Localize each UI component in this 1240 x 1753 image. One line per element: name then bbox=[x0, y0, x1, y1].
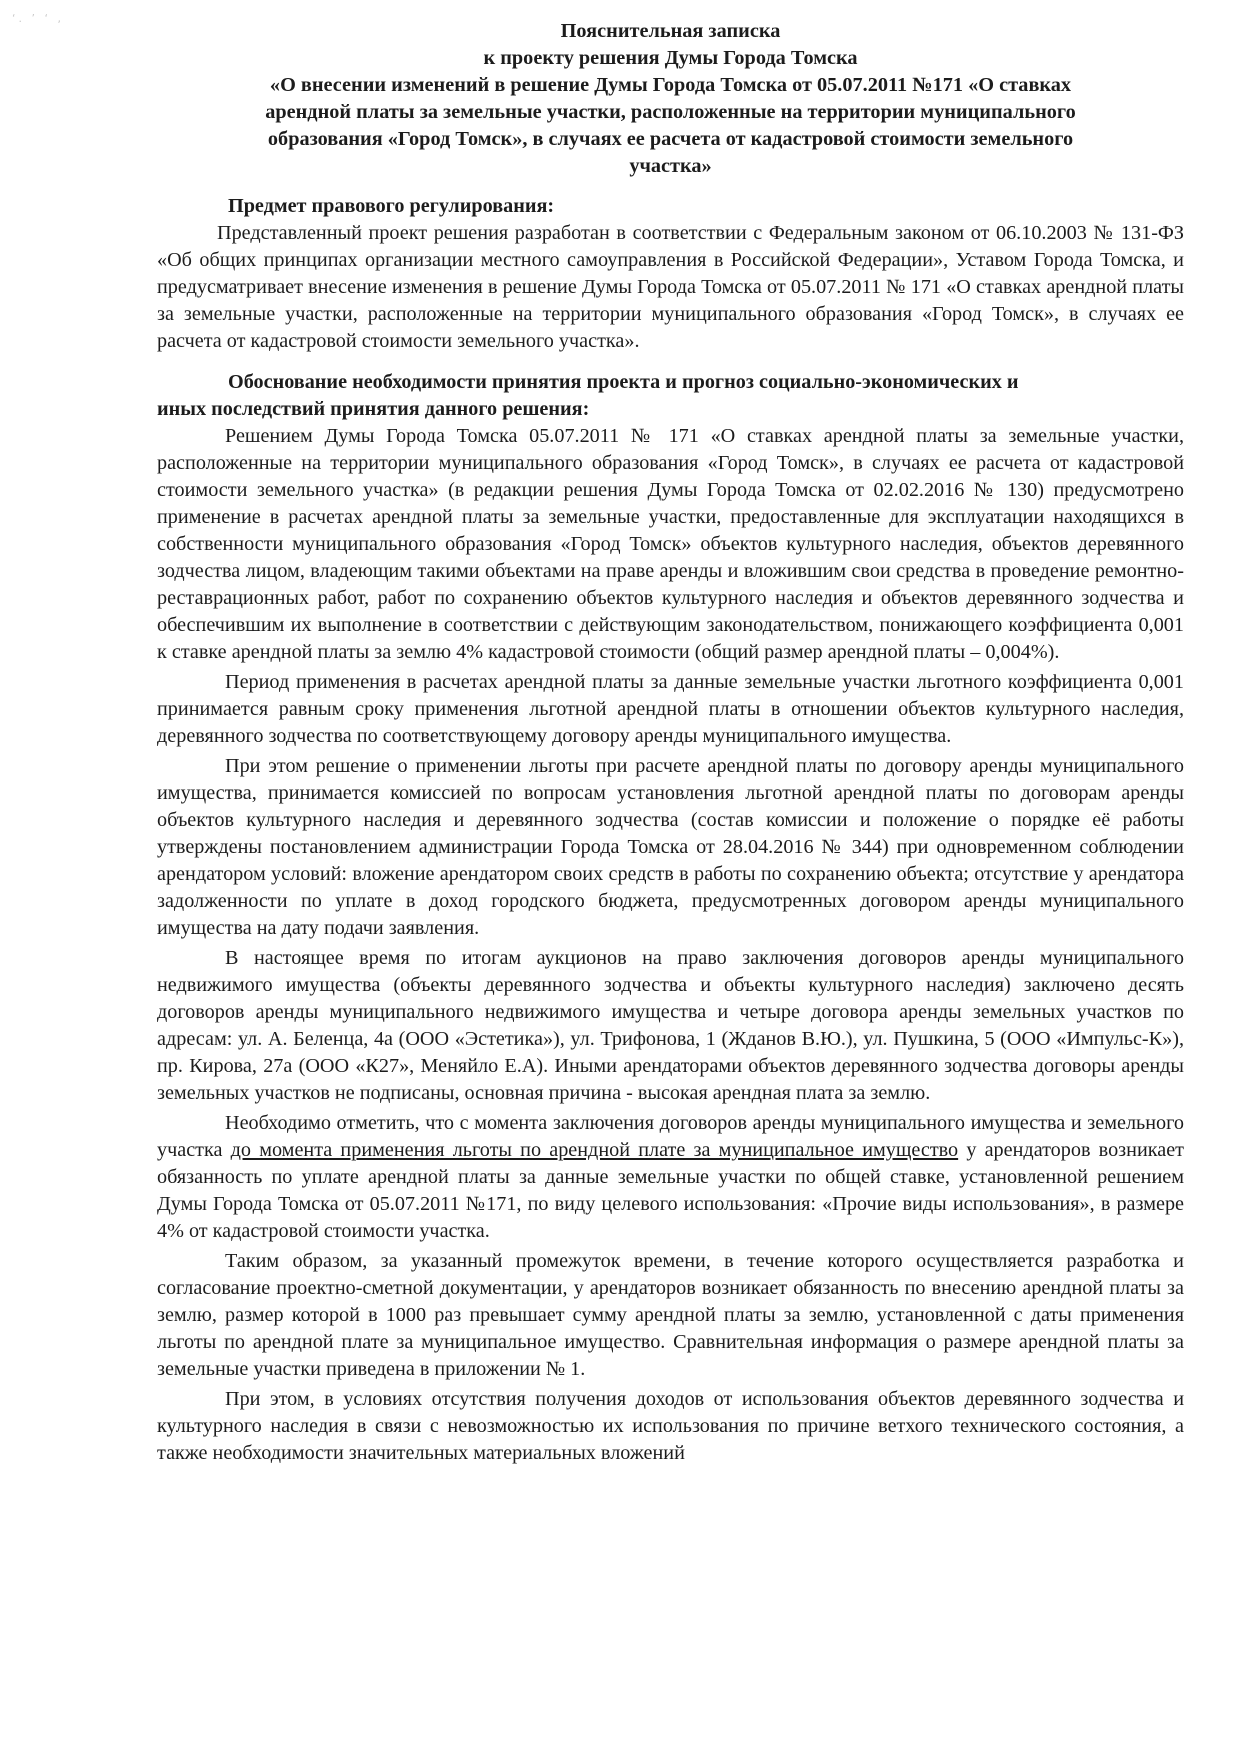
justification-paragraph-1: Решением Думы Города Томска 05.07.2011 № 171 «О ставках арендной платы за земельные участки, расположенные на территории муниципального образования «Город Томск», в случаях ее расчета от кадастровой стоимости земельного участка» (в редакции решения Думы Города Томска от 02.02.2016 № 130) предусмотрено применение в расчетах арендной платы за земельные участки, предоставленные для эксплуатации находящихся в собственности муниципального образования «Город Томск» объектов культурного наследия, объектов деревянного зодчества лицом, владеющим такими объектами на праве аренды и вложившим свои средства в проведение ремонтно-реставрационных работ, работ по сохранению объектов культурного наследия и объектов деревянного зодчества и обеспечившим их выполнение в соответствии с действующим законодательством, понижающего коэффициента 0,001 к ставке арендной платы за землю 4% кадастровой стоимости (общий размер арендной платы – 0,004%). bbox=[157, 425, 1184, 663]
title-line-4: арендной платы за земельные участки, расположенные на территории муниципального bbox=[265, 101, 1076, 123]
paragraph-5-end: у арендаторов возникает обязанность по уплате арендной платы за данные земельные участки по общей ставке, установленной решением Думы Города Томска от 05.07.2011 №171, по виду целевого использования: «Прочие виды использования», в размере 4% от кадастровой стоимости участка. bbox=[157, 1139, 1184, 1242]
document-title bbox=[157, 18, 1184, 180]
scan-mark: ‘. ’ ‘ , bbox=[12, 12, 64, 25]
subject-paragraph: Представленный проект решения разработан в соответствии с Федеральным законом от 06.10.2003 № 131-ФЗ «Об общих принципах организации местного самоуправления в Российской Федерации», Уставом Города Томска, и предусматривает внесение изменения в решение Думы Города Томска от 05.07.2011 № 171 «О ставках арендной платы за земельные участки, расположенные на территории муниципального образования «Город Томск», в случаях ее расчета от кадастровой стоимости земельного участка». bbox=[157, 222, 1184, 352]
justification-paragraph-5 bbox=[157, 1110, 1184, 1245]
justification-paragraph-4: В настоящее время по итогам аукционов на право заключения договоров аренды муниципального недвижимого имущества (объекты деревянного зодчества и объекты культурного наследия) заключено десять договоров аренды муниципального недвижимого имущества и четыре договора аренды земельных участков по адресам: ул. А. Беленца, 4а (ООО «Эстетика»), ул. Трифонова, 1 (Жданов В.Ю.), ул. Пушкина, 5 (ООО «Импульс-К»), пр. Кирова, 27а (ООО «К27», Меняйло Е.А). Иными арендаторами объектов деревянного зодчества договоры аренды земельных участков не подписаны, основная причина - высокая арендная плата за землю. bbox=[157, 947, 1184, 1104]
justification-paragraph-6: Таким образом, за указанный промежуток времени, в течение которого осуществляется разработка и согласование проектно-сметной документации, у арендаторов возникает обязанность по внесению арендной платы за землю, размер которой в 1000 раз превышает сумму арендной платы за землю, установленной с даты применения льготы по арендной плате за муниципальное имущество. Сравнительная информация о размере арендной платы за земельные участки приведена в приложении № 1. bbox=[157, 1250, 1184, 1380]
justification-heading-line-1: Обоснование необходимости принятия проекта и прогноз социально-экономических и bbox=[228, 371, 1019, 393]
justification-heading-line-2: иных последствий принятия данного решения: bbox=[157, 398, 590, 420]
justification-paragraph-2: Период применения в расчетах арендной платы за данные земельные участки льготного коэффициента 0,001 принимается равным сроку применения льготной арендной платы в отношении объектов культурного наследия, деревянного зодчества по соответствующему договору аренды муниципального имущества. bbox=[157, 671, 1184, 747]
title-line-5: образования «Город Томск», в случаях ее расчета от кадастровой стоимости земельного bbox=[267, 128, 1074, 150]
title-line-2: к проекту решения Думы Города Томска bbox=[483, 47, 858, 69]
section-heading-subject: Предмет правового регулирования: bbox=[228, 195, 555, 217]
justification-paragraph-7: При этом, в условиях отсутствия получения доходов от использования объектов деревянного зодчества и культурного наследия в связи с невозможностью их использования по причине ветхого технического состояния, а также необходимости значительных материальных вложений bbox=[157, 1388, 1184, 1464]
justification-paragraph-3: При этом решение о применении льготы при расчете арендной платы по договору аренды муниципального имущества, принимается комиссией по вопросам установления льготной арендной платы по договорам аренды объектов культурного наследия и деревянного зодчества (состав комиссии и положение о порядке её работы утверждены постановлением администрации Города Томска от 28.04.2016 № 344) при одновременном соблюдении арендатором условий: вложение арендатором своих средств в работы по сохранению объекта; отсутствие у арендатора задолженности по уплате в доход городского бюджета, предусмотренных договором аренды муниципального имущества на дату подачи заявления. bbox=[157, 755, 1184, 939]
underlined-phrase: до момента применения льготы по арендной плате за муниципальное имущество bbox=[230, 1139, 959, 1161]
section-heading-justification bbox=[157, 369, 1184, 423]
paragraph-5-start: Необходимо отметить, что с момента заключения договоров аренды муниципального имущества и земельного участка bbox=[157, 1112, 1184, 1161]
title-line-3: «О внесении изменений в решение Думы Города Томска от 05.07.2011 №171 «О ставках bbox=[269, 74, 1072, 96]
title-line-6: участка» bbox=[629, 155, 712, 177]
title-line-1: Пояснительная записка bbox=[560, 20, 781, 42]
